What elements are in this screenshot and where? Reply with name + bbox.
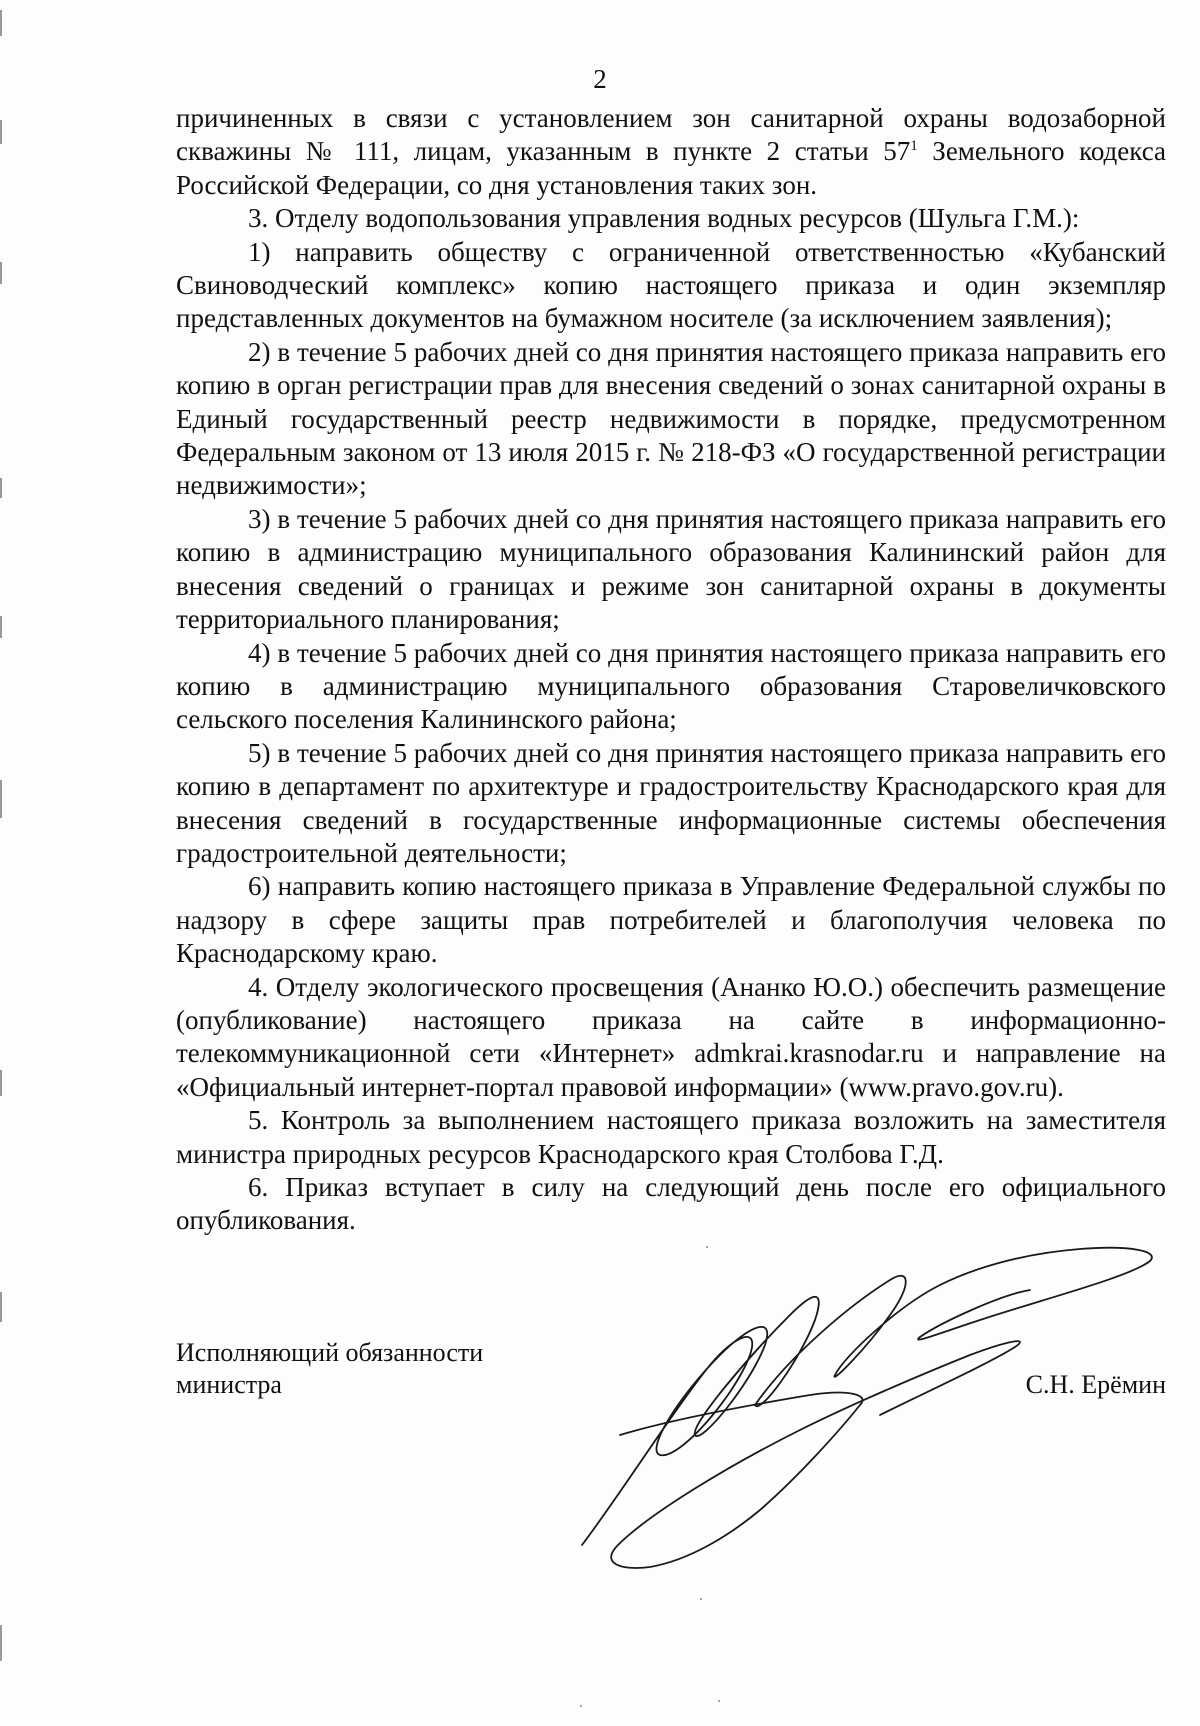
paragraph-text: причиненных в связи с установлением зон санитарной охраны водозаборной скважины № 111, лицам, указанным в пункте 2 статьи 57 bbox=[176, 103, 1166, 167]
scan-edge-mark bbox=[0, 10, 2, 36]
signer-position-line: министра bbox=[176, 1370, 282, 1399]
handwritten-signature bbox=[560, 1245, 1180, 1575]
scan-edge-mark bbox=[0, 262, 2, 284]
scan-speck bbox=[718, 1700, 720, 1702]
scan-edge-mark bbox=[0, 1292, 2, 1322]
scan-edge-mark bbox=[0, 616, 2, 638]
signer-position-line: Исполняющий обязанности bbox=[176, 1338, 484, 1367]
paragraph-item-6: 6. Приказ вступает в силу на следующий день после его официального опубликования. bbox=[176, 1172, 1166, 1236]
paragraph-subitem-5: 5) в течение 5 рабочих дней со дня принятия настоящего приказа направить его копию в департамент по архитектуре и градостроительству Краснодарского края для внесения сведений в государственные информационные системы обеспечения градостроительной деятельности; bbox=[176, 737, 1166, 868]
paragraph-item-4: 4. Отделу экологического просвещения (Ананко Ю.О.) обеспечить размещение (опубликование) настоящего приказа на сайте в информационно-телекоммуникационной сети «Интернет» admkrai.krasnodar.ru и направление на «Официальный интернет-портал правовой информации» (www.pravo.gov.ru). bbox=[176, 971, 1166, 1102]
paragraph-item-3: 3. Отделу водопользования управления водных ресурсов (Шульга Г.М.): bbox=[248, 203, 1080, 234]
scan-speck bbox=[700, 1598, 702, 1600]
paragraph-subitem-2: 2) в течение 5 рабочих дней со дня принятия настоящего приказа направить его копию в орган регистрации прав для внесения сведений о зонах санитарной охраны в Единый государственный реестр недвижимости в порядке, предусмотренном Федеральным законом от 13 июля 2015 г. № 218-ФЗ «О государственной регистрации недвижимости»; bbox=[176, 336, 1166, 501]
superscript: 1 bbox=[910, 138, 918, 155]
paragraph-subitem-6: 6) направить копию настоящего приказа в Управление Федеральной службы по надзору в сфере защиты прав потребителей и благополучия человека по Краснодарскому краю. bbox=[176, 871, 1166, 969]
scan-edge-mark bbox=[0, 1070, 2, 1096]
document-body bbox=[176, 102, 1166, 1238]
scan-speck bbox=[580, 1705, 582, 1707]
scan-edge-mark bbox=[0, 780, 2, 818]
paragraph-continuation bbox=[176, 102, 1166, 202]
paragraph-subitem-3: 3) в течение 5 рабочих дней со дня принятия настоящего приказа направить его копию в администрацию муниципального образования Калининский район для внесения сведений о границах и режиме зон санитарной охраны в документы территориального планирования; bbox=[176, 503, 1166, 635]
scan-edge-mark bbox=[0, 120, 2, 144]
signer-name: С.Н. Ерёмин bbox=[1025, 1370, 1166, 1399]
scan-edge-mark bbox=[0, 1625, 2, 1661]
paragraph-subitem-4: 4) в течение 5 рабочих дней со дня принятия настоящего приказа направить его копию в администрацию муниципального образования Старовеличковского сельского поселения Калининского района; bbox=[176, 637, 1166, 735]
page-number: 2 bbox=[593, 64, 607, 94]
scan-edge-mark bbox=[0, 478, 2, 498]
paragraph-subitem-1: 1) направить обществу с ограниченной ответственностью «Кубанский Свиноводческий комплекс» копию настоящего приказа и один экземпляр представленных документов на бумажном носителе (за исключением заявления); bbox=[176, 236, 1166, 334]
signer-position bbox=[176, 1337, 483, 1401]
paragraph-text: Земельного кодекса Российской Федерации, со дня установления таких зон. bbox=[176, 136, 1166, 200]
paragraph-item-5: 5. Контроль за выполнением настоящего приказа возложить на заместителя министра природных ресурсов Краснодарского края Столбова Г.Д. bbox=[176, 1105, 1166, 1169]
